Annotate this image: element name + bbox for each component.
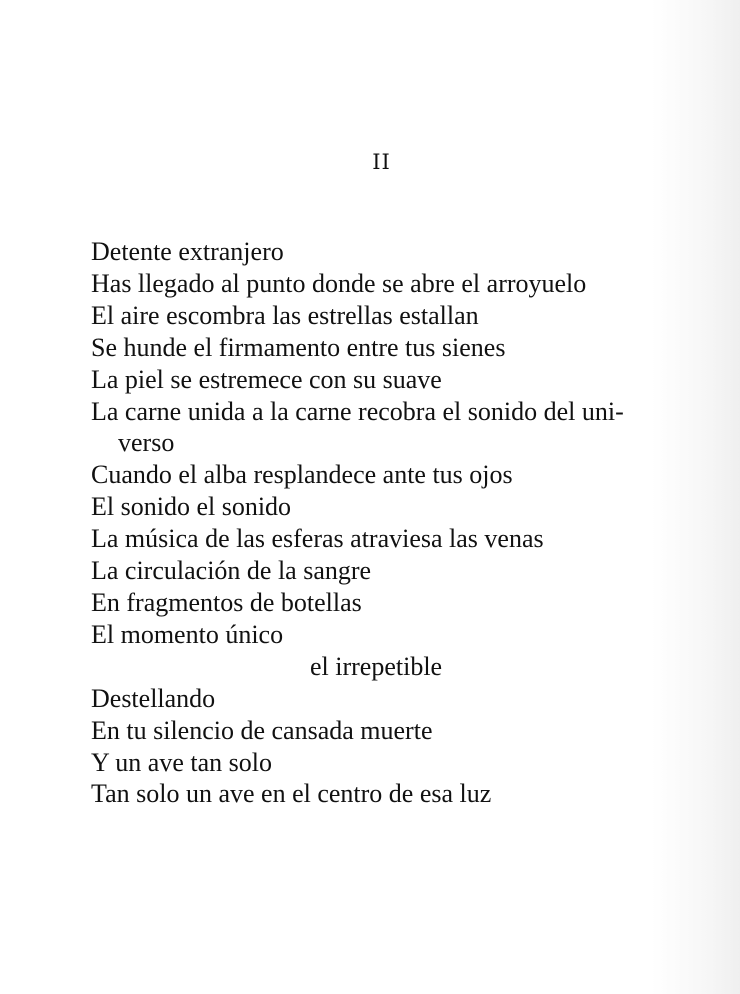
poem-line: Has llegado al punto donde se abre el arroyuelo: [91, 268, 587, 298]
poem-line: La circulación de la sangre: [91, 556, 372, 586]
poem-line: Y un ave tan solo: [91, 747, 272, 777]
poem-line: El aire escombra las estrellas estallan: [91, 300, 479, 330]
poem-line: Cuando el alba resplandece ante tus ojos: [91, 460, 513, 490]
poem-line: Detente extranjero: [91, 237, 284, 266]
poem-line: La piel se estremece con su suave: [91, 364, 442, 394]
poem-line: El sonido el sonido: [91, 492, 292, 522]
poem-line: En fragmentos de botellas: [91, 587, 362, 617]
poem-line-indented: el irrepetible: [310, 651, 443, 681]
poem-line: El momento único: [91, 619, 284, 649]
poem-line: Destellando: [91, 683, 216, 713]
poem-line: Tan solo un ave en el centro de esa luz: [91, 779, 492, 809]
poem-line-continuation: verso: [118, 428, 175, 458]
section-numeral: II: [372, 150, 391, 174]
poem-line: La música de las esferas atraviesa las venas: [91, 524, 544, 554]
poem-body: [91, 236, 691, 810]
poem-line: La carne unida a la carne recobra el sonido del uni-: [91, 396, 624, 426]
poem-line: En tu silencio de cansada muerte: [91, 715, 433, 745]
poem-line: Se hunde el firmamento entre tus sienes: [91, 332, 506, 362]
